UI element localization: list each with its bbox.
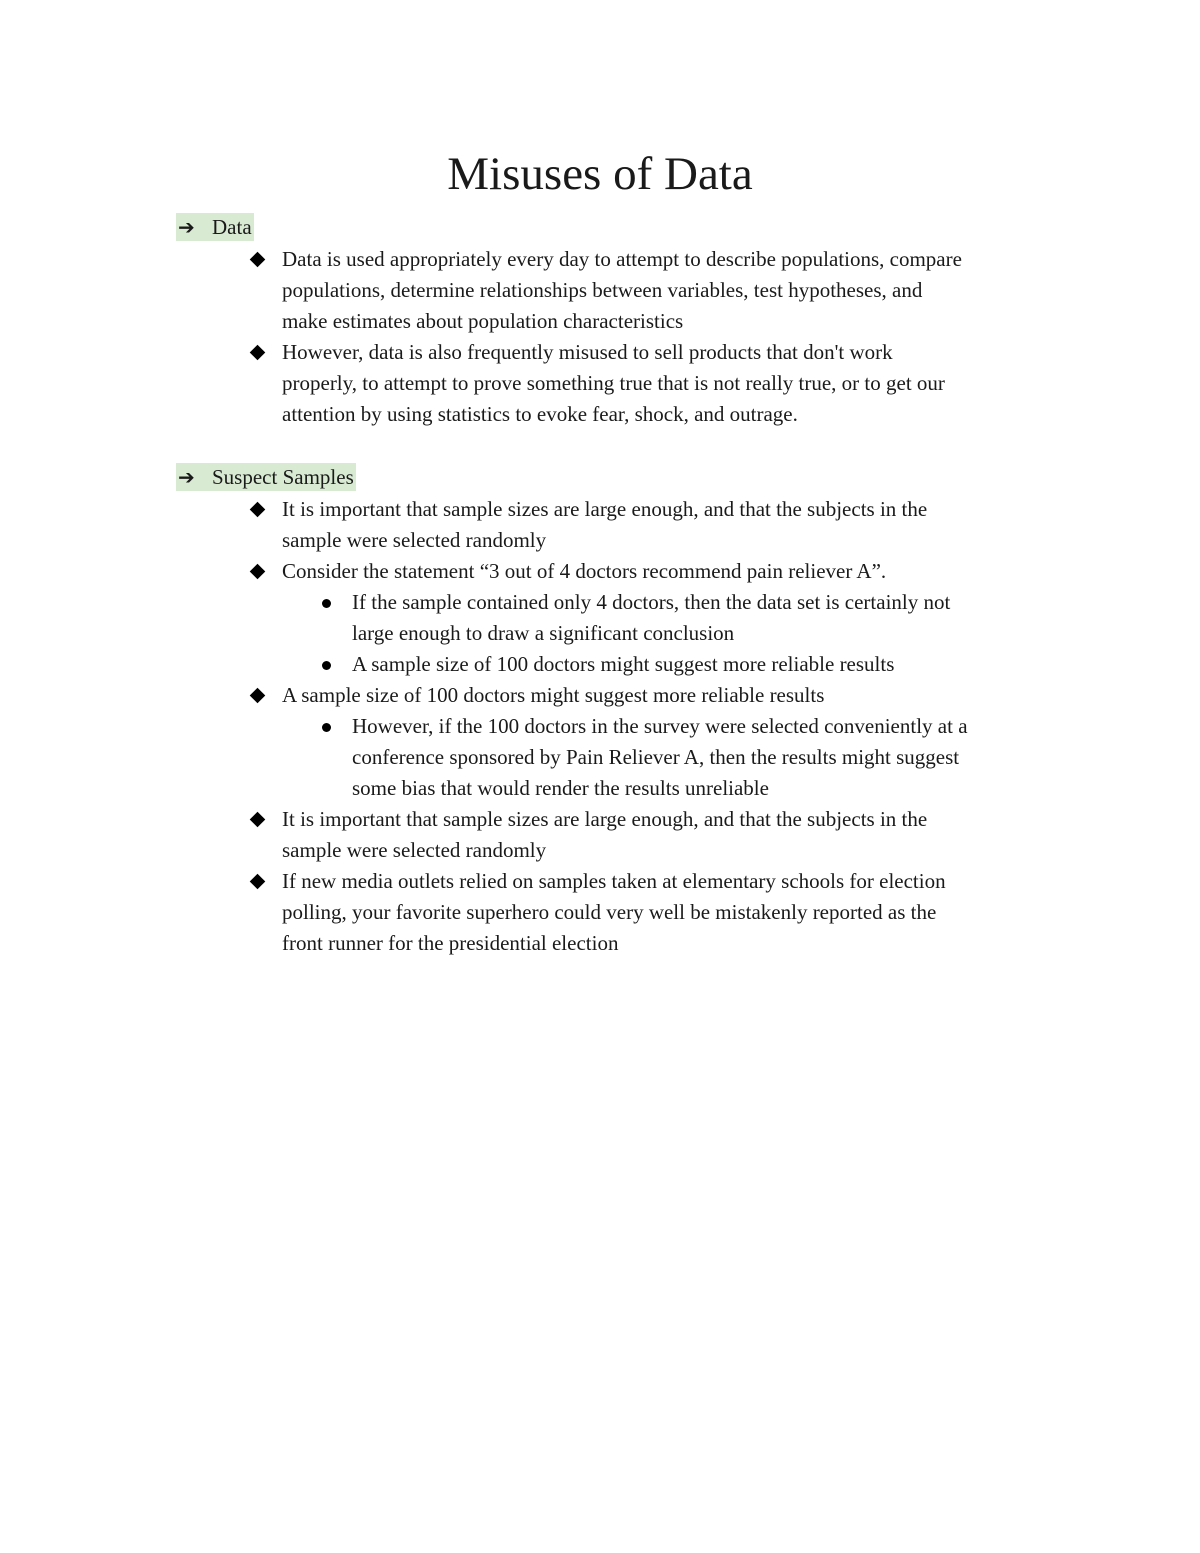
diamond-bullet-icon <box>250 688 266 704</box>
list-item-text: A sample size of 100 doctors might suggest more reliable results <box>282 683 825 707</box>
sub-list-item <box>282 649 992 680</box>
document-title: Misuses of Data <box>447 148 753 200</box>
bullet-list <box>176 244 1076 430</box>
list-item <box>176 680 972 804</box>
diamond-bullet-icon <box>250 812 266 828</box>
list-item-text: It is important that sample sizes are large enough, and that the subjects in the sample were selected randomly <box>282 497 928 552</box>
sub-list-item <box>282 711 992 804</box>
sub-list-item <box>282 587 992 649</box>
list-item <box>176 556 972 680</box>
diamond-bullet-icon <box>250 252 266 268</box>
list-item <box>176 804 972 866</box>
list-item <box>176 337 972 430</box>
list-item <box>176 866 972 959</box>
sub-bullet-list <box>282 587 972 680</box>
section-heading-label: Data <box>212 215 252 239</box>
arrow-right-icon: ➔ <box>178 467 195 489</box>
dot-bullet-icon <box>322 723 331 732</box>
sub-list-item-text: A sample size of 100 doctors might suggest more reliable results <box>352 652 895 676</box>
list-item-text: However, data is also frequently misused to sell products that don't work properly, to attempt to prove something true that is not really true, or to get our attention by using statistics to evoke fear, shock, and outrage. <box>282 340 945 426</box>
list-item <box>176 244 972 337</box>
sub-list-item-text: However, if the 100 doctors in the survey were selected conveniently at a conference sponsored by Pain Reliever A, then the results might suggest some bias that would render the results unreliable <box>352 714 968 800</box>
list-item <box>176 494 972 556</box>
diamond-bullet-icon <box>250 502 266 518</box>
section-suspect-samples <box>176 463 1076 959</box>
section-heading-label: Suspect Samples <box>212 465 354 489</box>
dot-bullet-icon <box>322 661 331 670</box>
diamond-bullet-icon <box>250 564 266 580</box>
list-item-text: Consider the statement “3 out of 4 doctors recommend pain reliever A”. <box>282 559 887 583</box>
section-data <box>176 213 1076 430</box>
section-heading <box>176 463 356 491</box>
diamond-bullet-icon <box>250 874 266 890</box>
list-item-text: Data is used appropriately every day to attempt to describe populations, compare populations, determine relationships between variables, test hypotheses, and make estimates about population characteristics <box>282 247 962 333</box>
section-heading <box>176 213 254 241</box>
list-item-text: It is important that sample sizes are large enough, and that the subjects in the sample were selected randomly <box>282 807 928 862</box>
dot-bullet-icon <box>322 599 331 608</box>
list-item-text: If new media outlets relied on samples taken at elementary schools for election polling, your favorite superhero could very well be mistakenly reported as the front runner for the presidential election <box>282 869 946 955</box>
bullet-list <box>176 494 1076 959</box>
sub-bullet-list <box>282 711 972 804</box>
arrow-right-icon: ➔ <box>178 217 195 239</box>
sub-list-item-text: If the sample contained only 4 doctors, then the data set is certainly not large enough to draw a significant conclusion <box>352 590 951 645</box>
diamond-bullet-icon <box>250 345 266 361</box>
